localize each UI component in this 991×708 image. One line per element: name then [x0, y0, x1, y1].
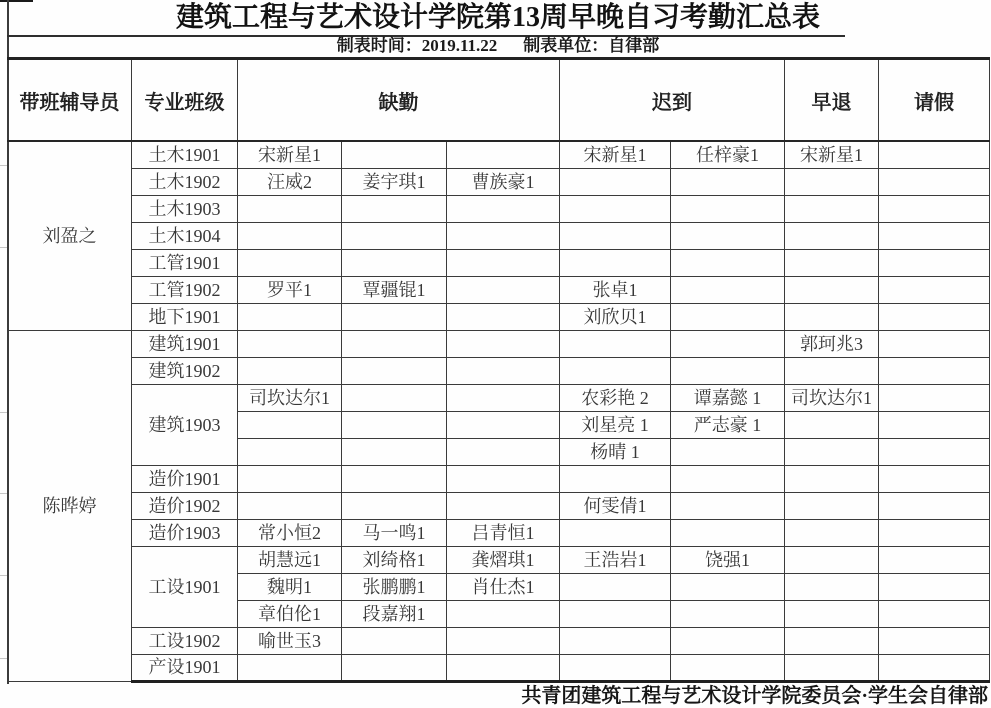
absent-cell: [342, 492, 447, 519]
absent-cell: [238, 654, 342, 681]
header-counselor: 带班辅导员: [8, 59, 132, 142]
counselor-cell: 刘盈之: [8, 141, 132, 330]
absent-cell: [238, 465, 342, 492]
early-cell: [785, 249, 879, 276]
header-late: 迟到: [560, 59, 785, 142]
early-cell: 郭珂兆3: [785, 330, 879, 357]
early-cell: [785, 357, 879, 384]
early-cell: [785, 222, 879, 249]
page-title: 建筑工程与艺术设计学院第13周早晚自习考勤汇总表: [175, 2, 820, 33]
absent-cell: 章伯伦1: [238, 600, 342, 627]
leave-cell: [879, 168, 990, 195]
absent-cell: [447, 384, 560, 411]
absent-cell: [342, 357, 447, 384]
absent-cell: 姜宇琪1: [342, 168, 447, 195]
leave-cell: [879, 276, 990, 303]
absent-cell: 宋新星1: [238, 141, 342, 168]
class-cell: 工设1902: [132, 627, 238, 654]
leave-cell: [879, 222, 990, 249]
early-cell: [785, 627, 879, 654]
absent-cell: [342, 465, 447, 492]
table-row: [8, 384, 990, 411]
late-cell: [671, 249, 785, 276]
absent-cell: [238, 222, 342, 249]
class-cell: 建筑1902: [132, 357, 238, 384]
early-cell: [785, 654, 879, 681]
absent-cell: 马一鸣1: [342, 519, 447, 546]
absent-cell: 刘绮格1: [342, 546, 447, 573]
class-cell: 土木1903: [132, 195, 238, 222]
absent-cell: [342, 222, 447, 249]
table-row: [8, 654, 990, 681]
table-row: [8, 546, 990, 573]
table-row: [8, 330, 990, 357]
class-cell: 造价1903: [132, 519, 238, 546]
absent-cell: [342, 330, 447, 357]
leave-cell: [879, 492, 990, 519]
absent-cell: [238, 357, 342, 384]
leave-cell: [879, 411, 990, 438]
absent-cell: 吕青恒1: [447, 519, 560, 546]
early-cell: [785, 465, 879, 492]
absent-cell: [447, 303, 560, 330]
absent-cell: [447, 276, 560, 303]
meta-time-value: 2019.11.22: [421, 36, 498, 55]
table-row: [8, 168, 990, 195]
class-cell: 土木1901: [132, 141, 238, 168]
early-cell: [785, 168, 879, 195]
leave-cell: [879, 357, 990, 384]
leave-cell: [879, 519, 990, 546]
early-cell: [785, 600, 879, 627]
absent-cell: 常小恒2: [238, 519, 342, 546]
late-cell: [560, 357, 671, 384]
late-cell: 何雯倩1: [560, 492, 671, 519]
absent-cell: 喻世玉3: [238, 627, 342, 654]
sheet-meta: [7, 34, 989, 57]
late-cell: [671, 492, 785, 519]
header-leave-early: 早退: [785, 59, 879, 142]
late-cell: 谭嘉懿 1: [671, 384, 785, 411]
table-row: [8, 465, 990, 492]
late-cell: [671, 438, 785, 465]
header-leave: 请假: [879, 59, 990, 142]
late-cell: [671, 168, 785, 195]
leave-cell: [879, 141, 990, 168]
absent-cell: [238, 195, 342, 222]
late-cell: [671, 654, 785, 681]
late-cell: [560, 330, 671, 357]
table-row: [8, 303, 990, 330]
class-cell: 工管1901: [132, 249, 238, 276]
leave-cell: [879, 384, 990, 411]
absent-cell: [238, 303, 342, 330]
absent-cell: 汪威2: [238, 168, 342, 195]
class-cell: 土木1902: [132, 168, 238, 195]
gutter-gridline: [0, 658, 7, 659]
early-cell: [785, 519, 879, 546]
late-cell: [671, 195, 785, 222]
counselor-cell: 陈晔婷: [8, 330, 132, 681]
absent-cell: [447, 222, 560, 249]
absent-cell: [342, 438, 447, 465]
table-row: [8, 195, 990, 222]
late-cell: [560, 465, 671, 492]
leave-cell: [879, 546, 990, 573]
leave-cell: [879, 438, 990, 465]
absent-cell: 张鹏鹏1: [342, 573, 447, 600]
meta-time-label: 制表时间：: [336, 36, 422, 55]
table-row: [8, 249, 990, 276]
absent-cell: 罗平1: [238, 276, 342, 303]
absent-cell: [447, 195, 560, 222]
late-cell: 王浩岩1: [560, 546, 671, 573]
absent-cell: [447, 330, 560, 357]
early-cell: [785, 546, 879, 573]
absent-cell: [342, 654, 447, 681]
late-cell: [560, 249, 671, 276]
absent-cell: 龚熠琪1: [447, 546, 560, 573]
absent-cell: [447, 627, 560, 654]
late-cell: [560, 627, 671, 654]
class-cell: 工设1901: [132, 546, 238, 627]
header-absent: 缺勤: [238, 59, 560, 142]
gutter-gridline: [0, 247, 7, 248]
late-cell: 饶强1: [671, 546, 785, 573]
attendance-table: [7, 57, 990, 683]
meta-unit-label: 制表单位：: [523, 36, 609, 55]
absent-cell: [238, 438, 342, 465]
absent-cell: [447, 600, 560, 627]
header-row: [8, 59, 990, 142]
absent-cell: [342, 384, 447, 411]
table-row: [8, 627, 990, 654]
absent-cell: [238, 492, 342, 519]
class-cell: 建筑1903: [132, 384, 238, 465]
leave-cell: [879, 330, 990, 357]
absent-cell: 覃疆锟1: [342, 276, 447, 303]
absent-cell: [238, 330, 342, 357]
class-cell: 造价1902: [132, 492, 238, 519]
late-cell: [560, 222, 671, 249]
leave-cell: [879, 249, 990, 276]
table-row: [8, 276, 990, 303]
gutter-gridline: [0, 165, 7, 166]
late-cell: [671, 303, 785, 330]
leave-cell: [879, 627, 990, 654]
late-cell: [671, 600, 785, 627]
class-cell: 产设1901: [132, 654, 238, 681]
sheet: [7, 0, 989, 683]
late-cell: 刘欣贝1: [560, 303, 671, 330]
late-cell: [560, 573, 671, 600]
late-cell: [560, 195, 671, 222]
early-cell: [785, 573, 879, 600]
early-cell: 宋新星1: [785, 141, 879, 168]
late-cell: [560, 519, 671, 546]
late-cell: 宋新星1: [560, 141, 671, 168]
leave-cell: [879, 195, 990, 222]
absent-cell: [342, 303, 447, 330]
absent-cell: [447, 654, 560, 681]
table-row: [8, 222, 990, 249]
table-row: [8, 492, 990, 519]
leave-cell: [879, 600, 990, 627]
header-class: 专业班级: [132, 59, 238, 142]
class-cell: 地下1901: [132, 303, 238, 330]
footer-text: 共青团建筑工程与艺术设计学院委员会·学生会自律部: [521, 685, 988, 707]
late-cell: [671, 276, 785, 303]
absent-cell: [342, 411, 447, 438]
late-cell: [671, 222, 785, 249]
late-cell: 杨晴 1: [560, 438, 671, 465]
late-cell: [671, 357, 785, 384]
late-cell: [671, 465, 785, 492]
absent-cell: [447, 465, 560, 492]
absent-cell: [342, 141, 447, 168]
absent-cell: [238, 249, 342, 276]
class-cell: 建筑1901: [132, 330, 238, 357]
absent-cell: 曹族豪1: [447, 168, 560, 195]
early-cell: 司坎达尔1: [785, 384, 879, 411]
class-cell: 土木1904: [132, 222, 238, 249]
late-cell: 刘星亮 1: [560, 411, 671, 438]
early-cell: [785, 276, 879, 303]
absent-cell: 魏明1: [238, 573, 342, 600]
table-row: [8, 141, 990, 168]
absent-cell: [447, 438, 560, 465]
late-cell: [560, 600, 671, 627]
table-row: [8, 519, 990, 546]
gutter-gridline: [0, 493, 7, 494]
absent-cell: [447, 249, 560, 276]
absent-cell: [342, 627, 447, 654]
absent-cell: [447, 492, 560, 519]
absent-cell: [342, 195, 447, 222]
absent-cell: [447, 357, 560, 384]
leave-cell: [879, 573, 990, 600]
absent-cell: 段嘉翔1: [342, 600, 447, 627]
gutter-gridline: [0, 412, 7, 413]
leave-cell: [879, 303, 990, 330]
absent-cell: 胡慧远1: [238, 546, 342, 573]
leave-cell: [879, 465, 990, 492]
early-cell: [785, 303, 879, 330]
early-cell: [785, 438, 879, 465]
late-cell: [671, 573, 785, 600]
meta-unit-value: 自律部: [608, 36, 660, 55]
late-cell: 严志豪 1: [671, 411, 785, 438]
late-cell: [560, 654, 671, 681]
gutter-gridline: [0, 575, 7, 576]
early-cell: [785, 492, 879, 519]
late-cell: [560, 168, 671, 195]
early-cell: [785, 195, 879, 222]
late-cell: [671, 627, 785, 654]
absent-cell: [447, 141, 560, 168]
absent-cell: 肖仕杰1: [447, 573, 560, 600]
absent-cell: [447, 411, 560, 438]
late-cell: 农彩艳 2: [560, 384, 671, 411]
leave-cell: [879, 654, 990, 681]
early-cell: [785, 411, 879, 438]
table-row: [8, 357, 990, 384]
absent-cell: [238, 411, 342, 438]
class-cell: 造价1901: [132, 465, 238, 492]
late-cell: [671, 519, 785, 546]
absent-cell: [342, 249, 447, 276]
late-cell: 张卓1: [560, 276, 671, 303]
late-cell: [671, 330, 785, 357]
class-cell: 工管1902: [132, 276, 238, 303]
late-cell: 任梓豪1: [671, 141, 785, 168]
absent-cell: 司坎达尔1: [238, 384, 342, 411]
